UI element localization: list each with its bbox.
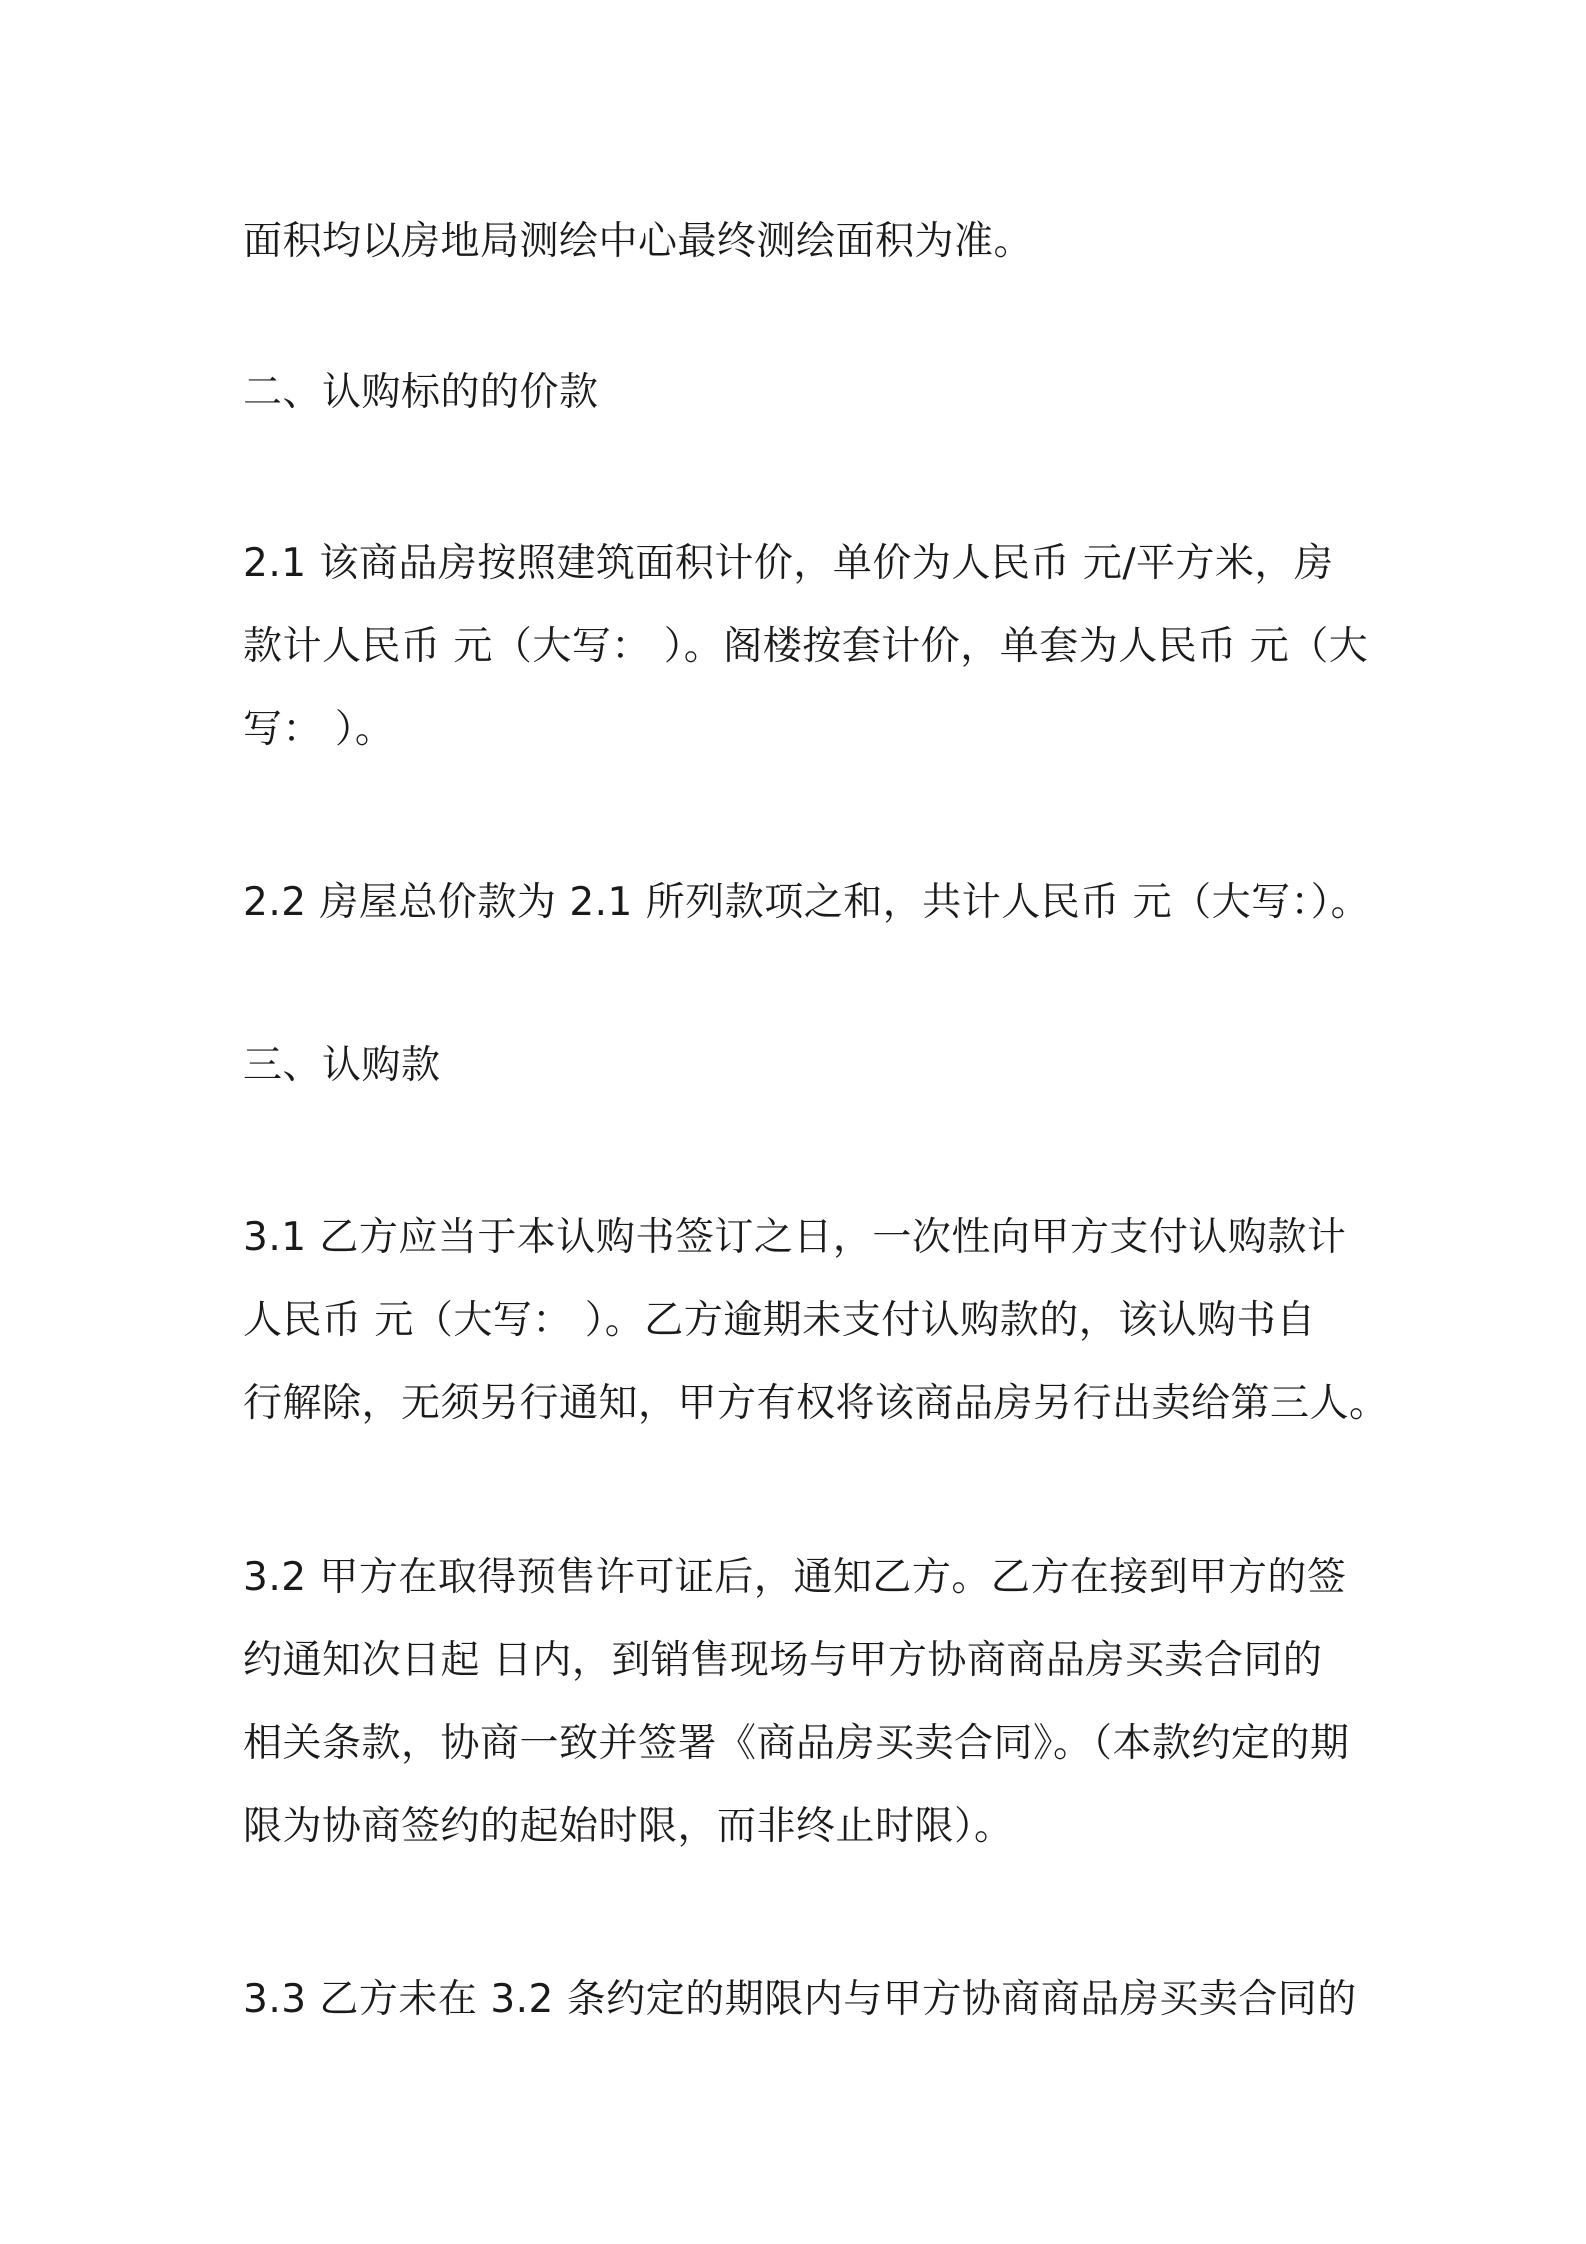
text-line: 面积均以房地局测绘中心最终测绘面积为准。 [243, 219, 1034, 264]
text-line: 人民币 元（大写： ）。乙方逾期未支付认购款的，该认购书自 [243, 1298, 1316, 1343]
section-heading-deposit [243, 1024, 1353, 1107]
section-heading-price [243, 351, 1353, 434]
clause-3-1 [243, 1196, 1389, 1445]
text-line: 相关条款，协商一致并签署《商品房买卖合同》。（本款约定的期 [243, 1721, 1350, 1766]
heading-line: 二、认购标的的价款 [243, 370, 599, 415]
text-line: 3.3 乙方未在 3.2 条约定的期限内与甲方协商商品房买卖合同的 [243, 1977, 1357, 2022]
clause-2-1 [243, 522, 1369, 771]
paragraph-area-note [243, 200, 1353, 283]
clause-3-3 [243, 1958, 1357, 2041]
heading-line: 三、认购款 [243, 1043, 441, 1088]
text-line: 约通知次日起 日内，到销售现场与甲方协商商品房买卖合同的 [243, 1638, 1323, 1683]
text-line: 3.1 乙方应当于本认购书签订之日，一次性向甲方支付认购款计 [243, 1215, 1347, 1260]
text-line: 款计人民币 元（大写： ）。阁楼按套计价，单套为人民币 元（大 [243, 624, 1369, 669]
clause-2-2 [243, 861, 1371, 944]
text-line: 2.2 房屋总价款为 2.1 所列款项之和，共计人民币 元（大写：）。 [243, 880, 1371, 925]
clause-3-2 [243, 1536, 1353, 1868]
text-line: 写： ）。 [243, 707, 395, 752]
text-line: 3.2 甲方在取得预售许可证后，通知乙方。乙方在接到甲方的签 [243, 1555, 1347, 1600]
text-line: 行解除，无须另行通知，甲方有权将该商品房另行出卖给第三人。 [243, 1381, 1389, 1426]
text-line: 限为协商签约的起始时限，而非终止时限）。 [243, 1804, 1014, 1849]
text-line: 2.1 该商品房按照建筑面积计价，单价为人民币 元/平方米，房 [243, 541, 1334, 586]
